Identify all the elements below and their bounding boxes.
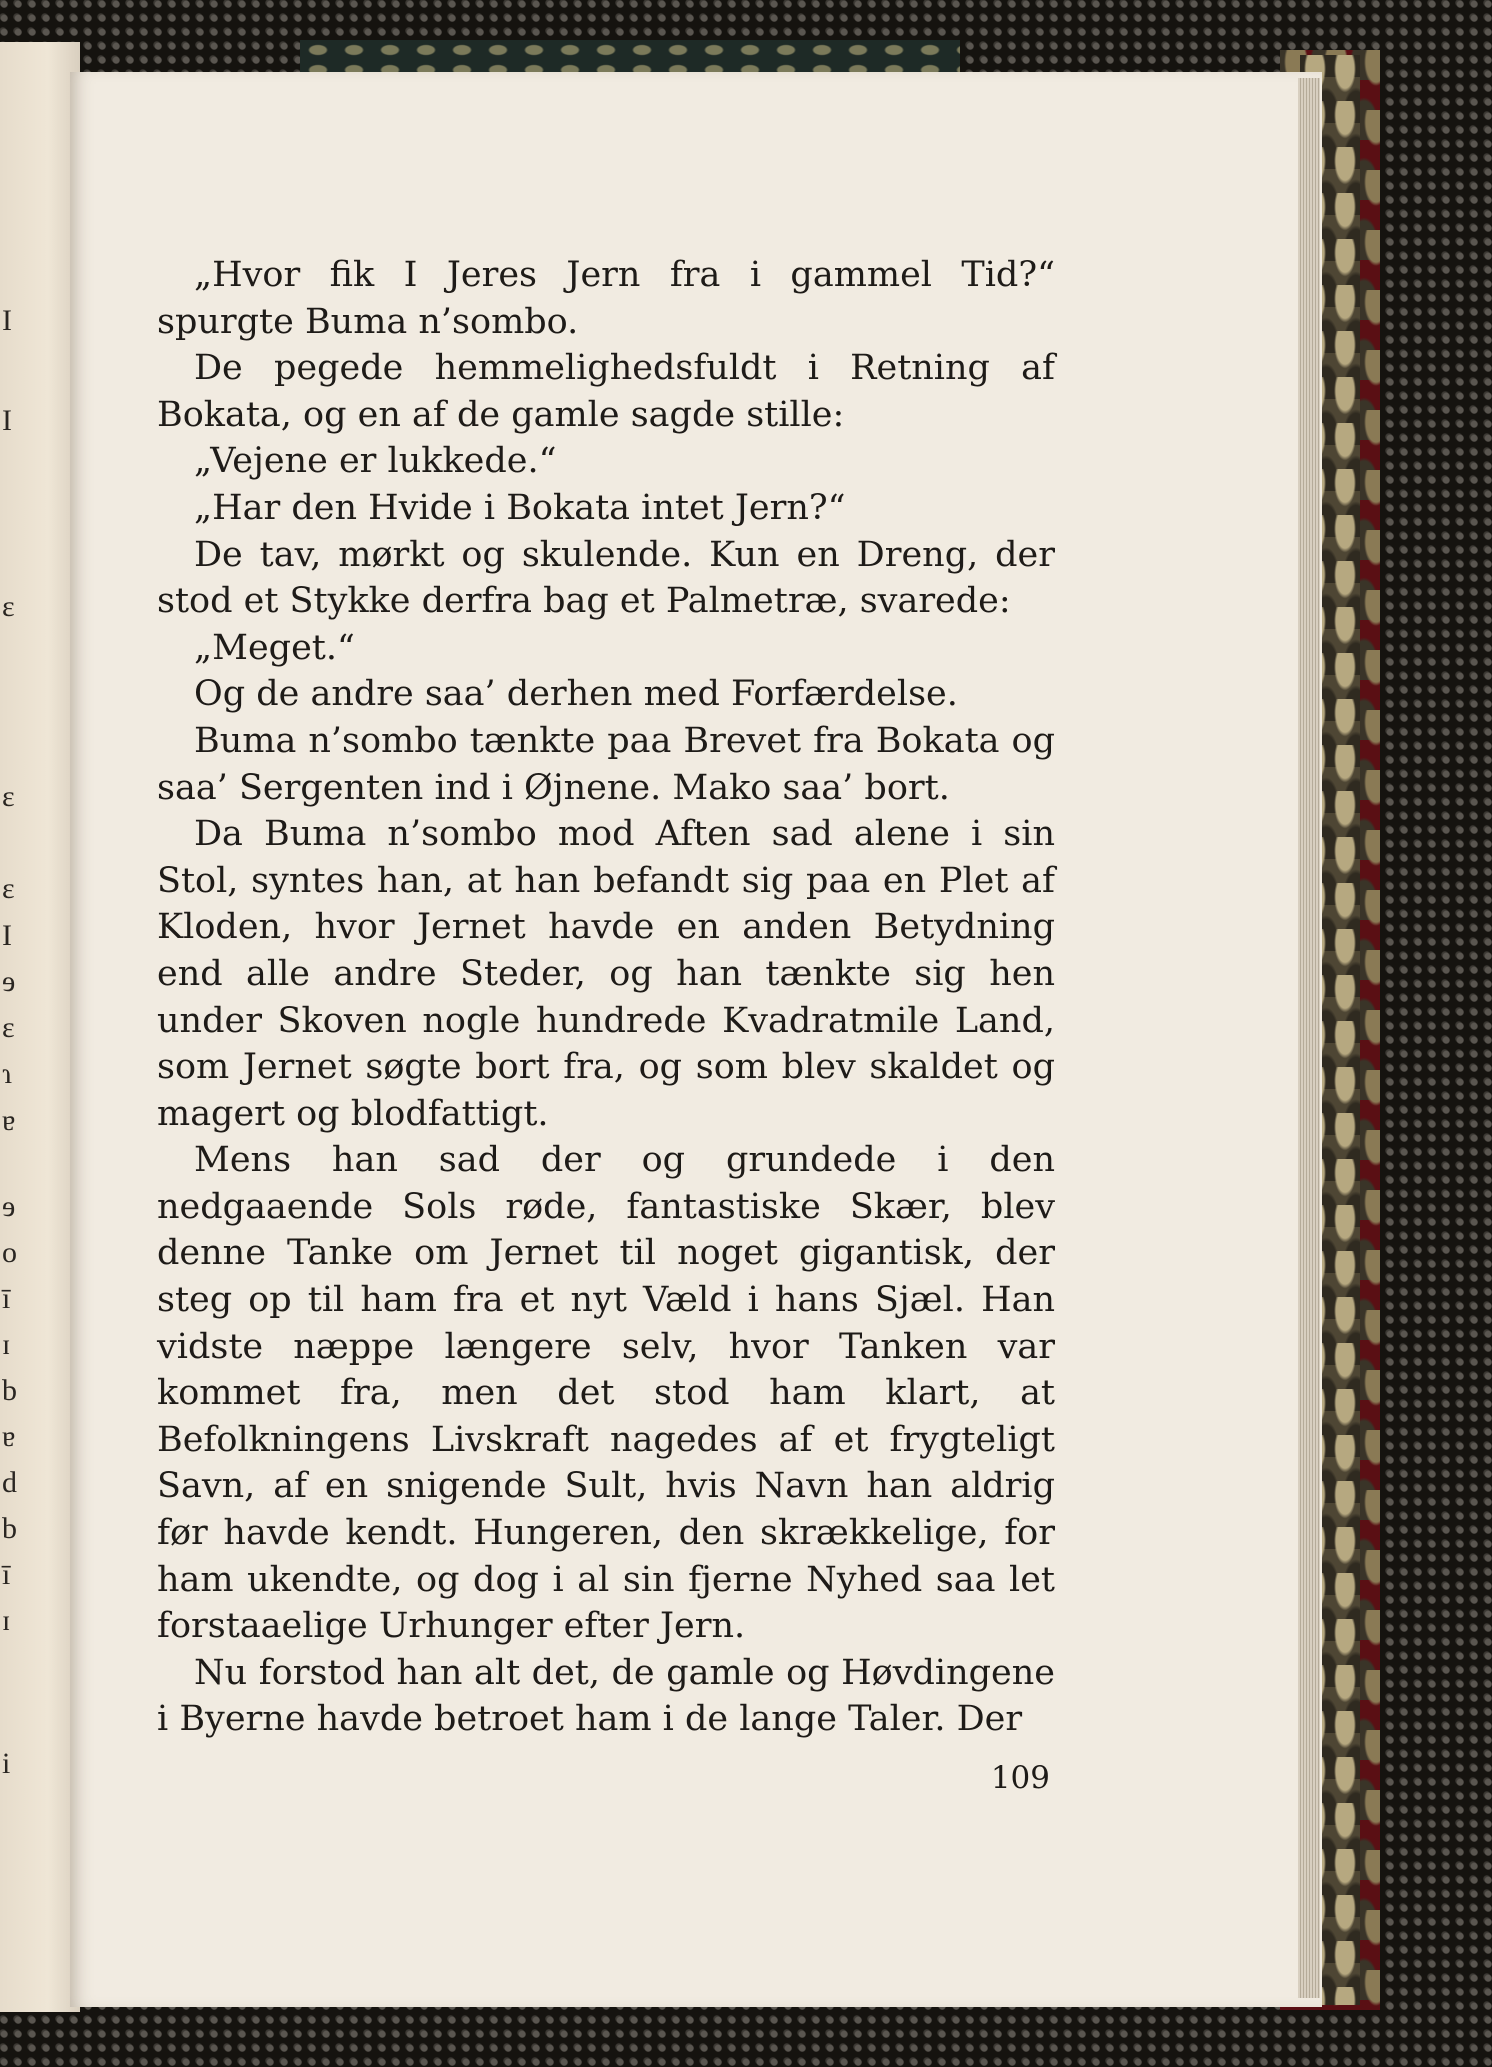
paragraph: „Meget.“ xyxy=(194,627,355,668)
page-text-block xyxy=(157,252,1055,1743)
left-margin-char: b xyxy=(2,1512,17,1545)
left-margin-char: i xyxy=(2,1747,11,1780)
left-margin-char: ɿ xyxy=(2,1057,12,1090)
paragraph: De pegede hemmelighedsfuldt i Retning af Bokata, og en af de gamle sagde stille: xyxy=(157,348,1055,435)
left-margin-char: I xyxy=(2,304,12,337)
left-margin-char: ī xyxy=(2,1558,11,1591)
left-margin-char: ɘ xyxy=(2,1190,16,1223)
paragraph: Da Buma n’sombo mod Aften sad alene i sin Stol, syntes han, at han befandt sig paa en Plet af Kloden, hvor Jernet havde en anden Betydning end alle andre Steder, og han tænkte sig hen under Skoven nogle hundrede Kvadratmile Land, som Jernet søgte bort fra, og som blev skaldet og magert og blodfattigt. xyxy=(157,814,1055,1134)
left-margin-char: ɛ xyxy=(2,780,15,813)
paragraph: Buma n’sombo tænkte paa Brevet fra Bokata og saa’ Sergenten ind i Øjnene. Mako saa’ bort. xyxy=(157,720,1055,808)
left-margin-char: ɐ xyxy=(2,1420,16,1453)
left-margin-char: ɐ xyxy=(2,1104,16,1137)
left-margin-char: ɛ xyxy=(2,590,15,623)
left-margin-char: I xyxy=(2,919,12,952)
left-margin-char: ɛ xyxy=(2,1011,15,1044)
paragraph: „Hvor fik I Jeres Jern fra i gammel Tid?“ spurgte Buma n’sombo. xyxy=(157,255,1055,342)
left-margin-char: ī xyxy=(2,1282,11,1315)
paragraph: Og de andre saa’ derhen med Forfærdelse. xyxy=(194,674,958,715)
left-page-edge xyxy=(0,42,80,2012)
left-margin-char: d xyxy=(2,1466,17,1499)
left-margin-char: ɛ xyxy=(2,872,15,905)
left-margin-char: b xyxy=(2,1374,17,1407)
paragraph: „Vejene er lukkede.“ xyxy=(194,441,557,482)
left-margin-char: I xyxy=(2,404,12,437)
paragraph: De tav, mørkt og skulende. Kun en Dreng, der stod et Stykke derfra bag et Palmetræ, svarede: xyxy=(157,534,1055,622)
paragraph: Mens han sad der og grundede i den nedgaaende Sols røde, fantastiske Skær, blev denne Tanke om Jernet til noget gigantisk, der steg op til ham fra et nyt Væld i hans Sjæl. Han vidste næppe længere selv, hvor Tanken var kommet fra, men det stod ham klart, at Befolkningens Livskraft nagedes af et frygteligt Savn, af en snigende Sult, hvis Navn han aldrig før havde kendt. Hungeren, den skrækkelige, for ham ukendte, og dog i al sin fjerne Nyhed saa let forstaaelige Urhunger efter Jern. xyxy=(157,1140,1055,1647)
left-margin-char: ɪ xyxy=(2,1328,11,1361)
left-margin-char: ɪ xyxy=(2,1604,11,1637)
left-margin-char: ɘ xyxy=(2,965,16,998)
paragraph: „Har den Hvide i Bokata intet Jern?“ xyxy=(194,487,846,528)
paragraph: Nu forstod han alt det, de gamle og Høvdingene i Byerne havde betroet ham i de lange Taler. Der xyxy=(157,1652,1055,1740)
page-stack-edge xyxy=(1298,78,1320,1998)
page-number: 109 xyxy=(990,1760,1050,1796)
left-margin-char: o xyxy=(2,1236,17,1269)
